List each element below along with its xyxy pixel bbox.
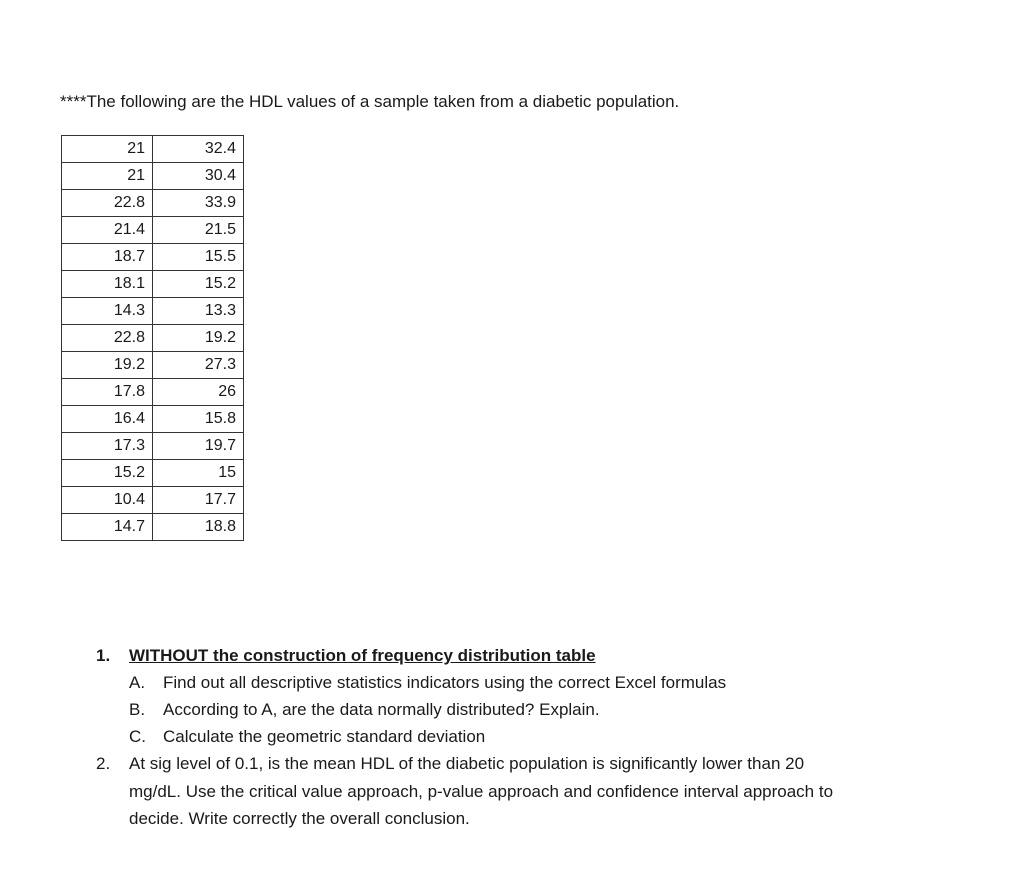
table-cell-col1: 21.4: [62, 217, 153, 244]
q1-item-c-text: Calculate the geometric standard deviation: [163, 727, 486, 746]
table-row: [62, 433, 244, 460]
table-row: [62, 298, 244, 325]
q2-line-1: At sig level of 0.1, is the mean HDL of the diabetic population is significantly lower than 20: [129, 754, 805, 773]
table-cell-col1: 19.2: [62, 352, 153, 379]
table-cell-col2: 18.8: [153, 514, 244, 541]
intro-text: ****The following are the HDL values of a sample taken from a diabetic population.: [60, 92, 680, 111]
table-cell-col2: 19.7: [153, 433, 244, 460]
table-cell-col2: 32.4: [153, 136, 244, 163]
table-row: [62, 244, 244, 271]
table-cell-col1: 17.3: [62, 433, 153, 460]
table-cell-col2: 19.2: [153, 325, 244, 352]
table-cell-col2: 17.7: [153, 487, 244, 514]
q1-item-a-text: Find out all descriptive statistics indicators using the correct Excel formulas: [163, 673, 727, 692]
table-row: [62, 271, 244, 298]
q1-item-c-letter: C.: [129, 727, 146, 746]
q1-item-b-text: According to A, are the data normally distributed? Explain.: [163, 700, 600, 719]
table-cell-col1: 21: [62, 163, 153, 190]
table-row: [62, 352, 244, 379]
table-row: [62, 487, 244, 514]
table-row: [62, 514, 244, 541]
table-cell-col1: 15.2: [62, 460, 153, 487]
q1-item-b-letter: B.: [129, 700, 146, 719]
table-cell-col2: 15.2: [153, 271, 244, 298]
table-cell-col2: 13.3: [153, 298, 244, 325]
table-cell-col2: 21.5: [153, 217, 244, 244]
q1-item-a-letter: A.: [129, 673, 146, 692]
table-cell-col1: 18.1: [62, 271, 153, 298]
table-row: [62, 163, 244, 190]
table-row: [62, 406, 244, 433]
table-row: [62, 217, 244, 244]
hdl-table-body: [62, 136, 244, 541]
q1-number: 1.: [96, 646, 111, 665]
table-cell-col2: 33.9: [153, 190, 244, 217]
table-cell-col1: 22.8: [62, 325, 153, 352]
q2-number: 2.: [96, 754, 111, 773]
table-cell-col2: 15: [153, 460, 244, 487]
table-cell-col2: 30.4: [153, 163, 244, 190]
table-row: [62, 136, 244, 163]
table-cell-col1: 17.8: [62, 379, 153, 406]
table-cell-col1: 22.8: [62, 190, 153, 217]
table-row: [62, 460, 244, 487]
q1-heading: WITHOUT the construction of frequency distribution table: [129, 646, 596, 665]
table-cell-col1: 14.7: [62, 514, 153, 541]
table-cell-col2: 27.3: [153, 352, 244, 379]
table-cell-col1: 21: [62, 136, 153, 163]
table-cell-col2: 26: [153, 379, 244, 406]
q2-line-2: mg/dL. Use the critical value approach, p-value approach and confidence interval approach to: [129, 782, 834, 801]
table-cell-col1: 16.4: [62, 406, 153, 433]
table-row: [62, 190, 244, 217]
table-cell-col1: 10.4: [62, 487, 153, 514]
table-cell-col2: 15.5: [153, 244, 244, 271]
table-cell-col1: 14.3: [62, 298, 153, 325]
q2-line-3: decide. Write correctly the overall conclusion.: [129, 809, 470, 828]
hdl-values-table: [61, 135, 244, 541]
table-cell-col1: 18.7: [62, 244, 153, 271]
table-row: [62, 325, 244, 352]
table-row: [62, 379, 244, 406]
table-cell-col2: 15.8: [153, 406, 244, 433]
